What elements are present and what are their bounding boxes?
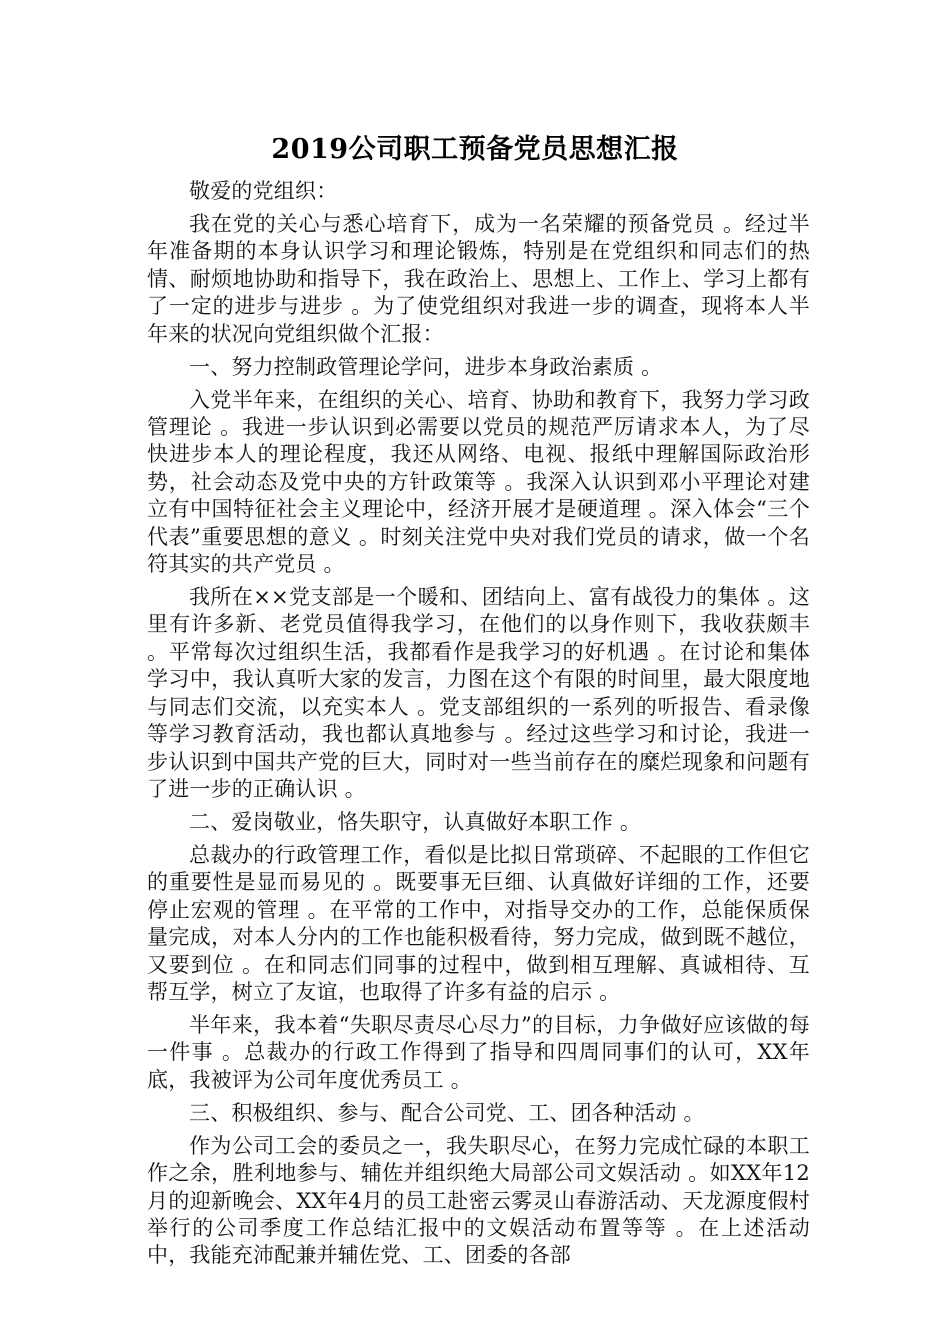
section-heading-3: 三、积极组织、参与、配合公司党、工、团各种活动 。 xyxy=(189,1100,705,1125)
salutation: 敬爱的党组织： xyxy=(189,179,338,203)
paragraph: 我所在××党支部是一个暖和、团结向上、富有战役力的集体 。这里有许多新、老党员值得我学习，在他们的以身作则下，我收获颇丰 。平常每次过组织生活，我都看作是我学习的好机遇 。在讨论和集体学习中，我认真听大家的发言，力图在这个有限的时间里，最大限度地与同志们交流，以充实本人 。党支部组织的一系列的听报告、看录像等学习教育活动，我也都认真地参与 。经过这些学习和讨论，我进一步认识到中国共产党的巨大，同时对一些当前存在的糜烂现象和问题有了进一步的正确认识 。 xyxy=(147,585,810,801)
document-body xyxy=(147,178,810,1275)
section-heading-1: 一、努力控制政管理论学问，进步本身政治素质 。 xyxy=(189,354,663,379)
paragraph: 作为公司工会的委员之一，我失职尽心，在努力完成忙碌的本职工作之余，胜利地参与、辅佐并组织绝大局部公司文娱活动 。如XX年12月的迎新晚会、XX年4月的员工赴密云雾灵山春游活动、天龙源度假村举行的公司季度工作总结汇报中的文娱活动布置等等 。在上述活动中，我能充沛配兼并辅佐党、工、团委的各部 xyxy=(147,1133,810,1268)
paragraph-intro: 我在党的关心与悉心培育下，成为一名荣耀的预备党员 。经过半年准备期的本身认识学习和理论锻炼，特别是在党组织和同志们的热情、耐烦地协助和指导下，我在政治上、思想上、工作上、学习上都有了一定的进步与进步 。为了使党组织对我进一步的调查，现将本人半年来的状况向党组织做个汇报： xyxy=(147,212,810,346)
paragraph: 入党半年来，在组织的关心、培育、协助和教育下，我努力学习政管理论 。我进一步认识到必需要以党员的规范严厉请求本人，为了尽快进步本人的理论程度，我还从网络、电视、报纸中理解国际政治形势，社会动态及党中央的方针政策等 。我深入认识到邓小平理论对建立有中国特征社会主义理论中，经济开展才是硬道理 。深入体会“三个代表”重要思想的意义 。时刻关注党中央对我们党员的请求，做一个名符其实的共产党员 。 xyxy=(147,387,810,577)
document-title: 2019公司职工预备党员思想汇报 xyxy=(271,134,679,165)
paragraph: 总裁办的行政管理工作，看似是比拟日常琐碎、不起眼的工作但它的重要性是显而易见的 。既要事无巨细、认真做好详细的工作，还要停止宏观的管理 。在平常的工作中，对指导交办的工作，总能保质保量完成，对本人分内的工作也能积极看待，努力完成，做到既不越位，又要到位 。在和同志们同事的过程中，做到相互理解、真诚相待、互帮互学，树立了友谊，也取得了许多有益的启示 。 xyxy=(147,842,810,1004)
section-heading-2: 二、爱岗敬业，恪失职守，认真做好本职工作 。 xyxy=(189,809,642,834)
paragraph: 半年来，我本着“失职尽责尽心尽力”的目标，力争做好应该做的每一件事 。总裁办的行政工作得到了指导和四周同事们的认可，XX年底，我被评为公司年度优秀员工 。 xyxy=(147,1012,810,1092)
